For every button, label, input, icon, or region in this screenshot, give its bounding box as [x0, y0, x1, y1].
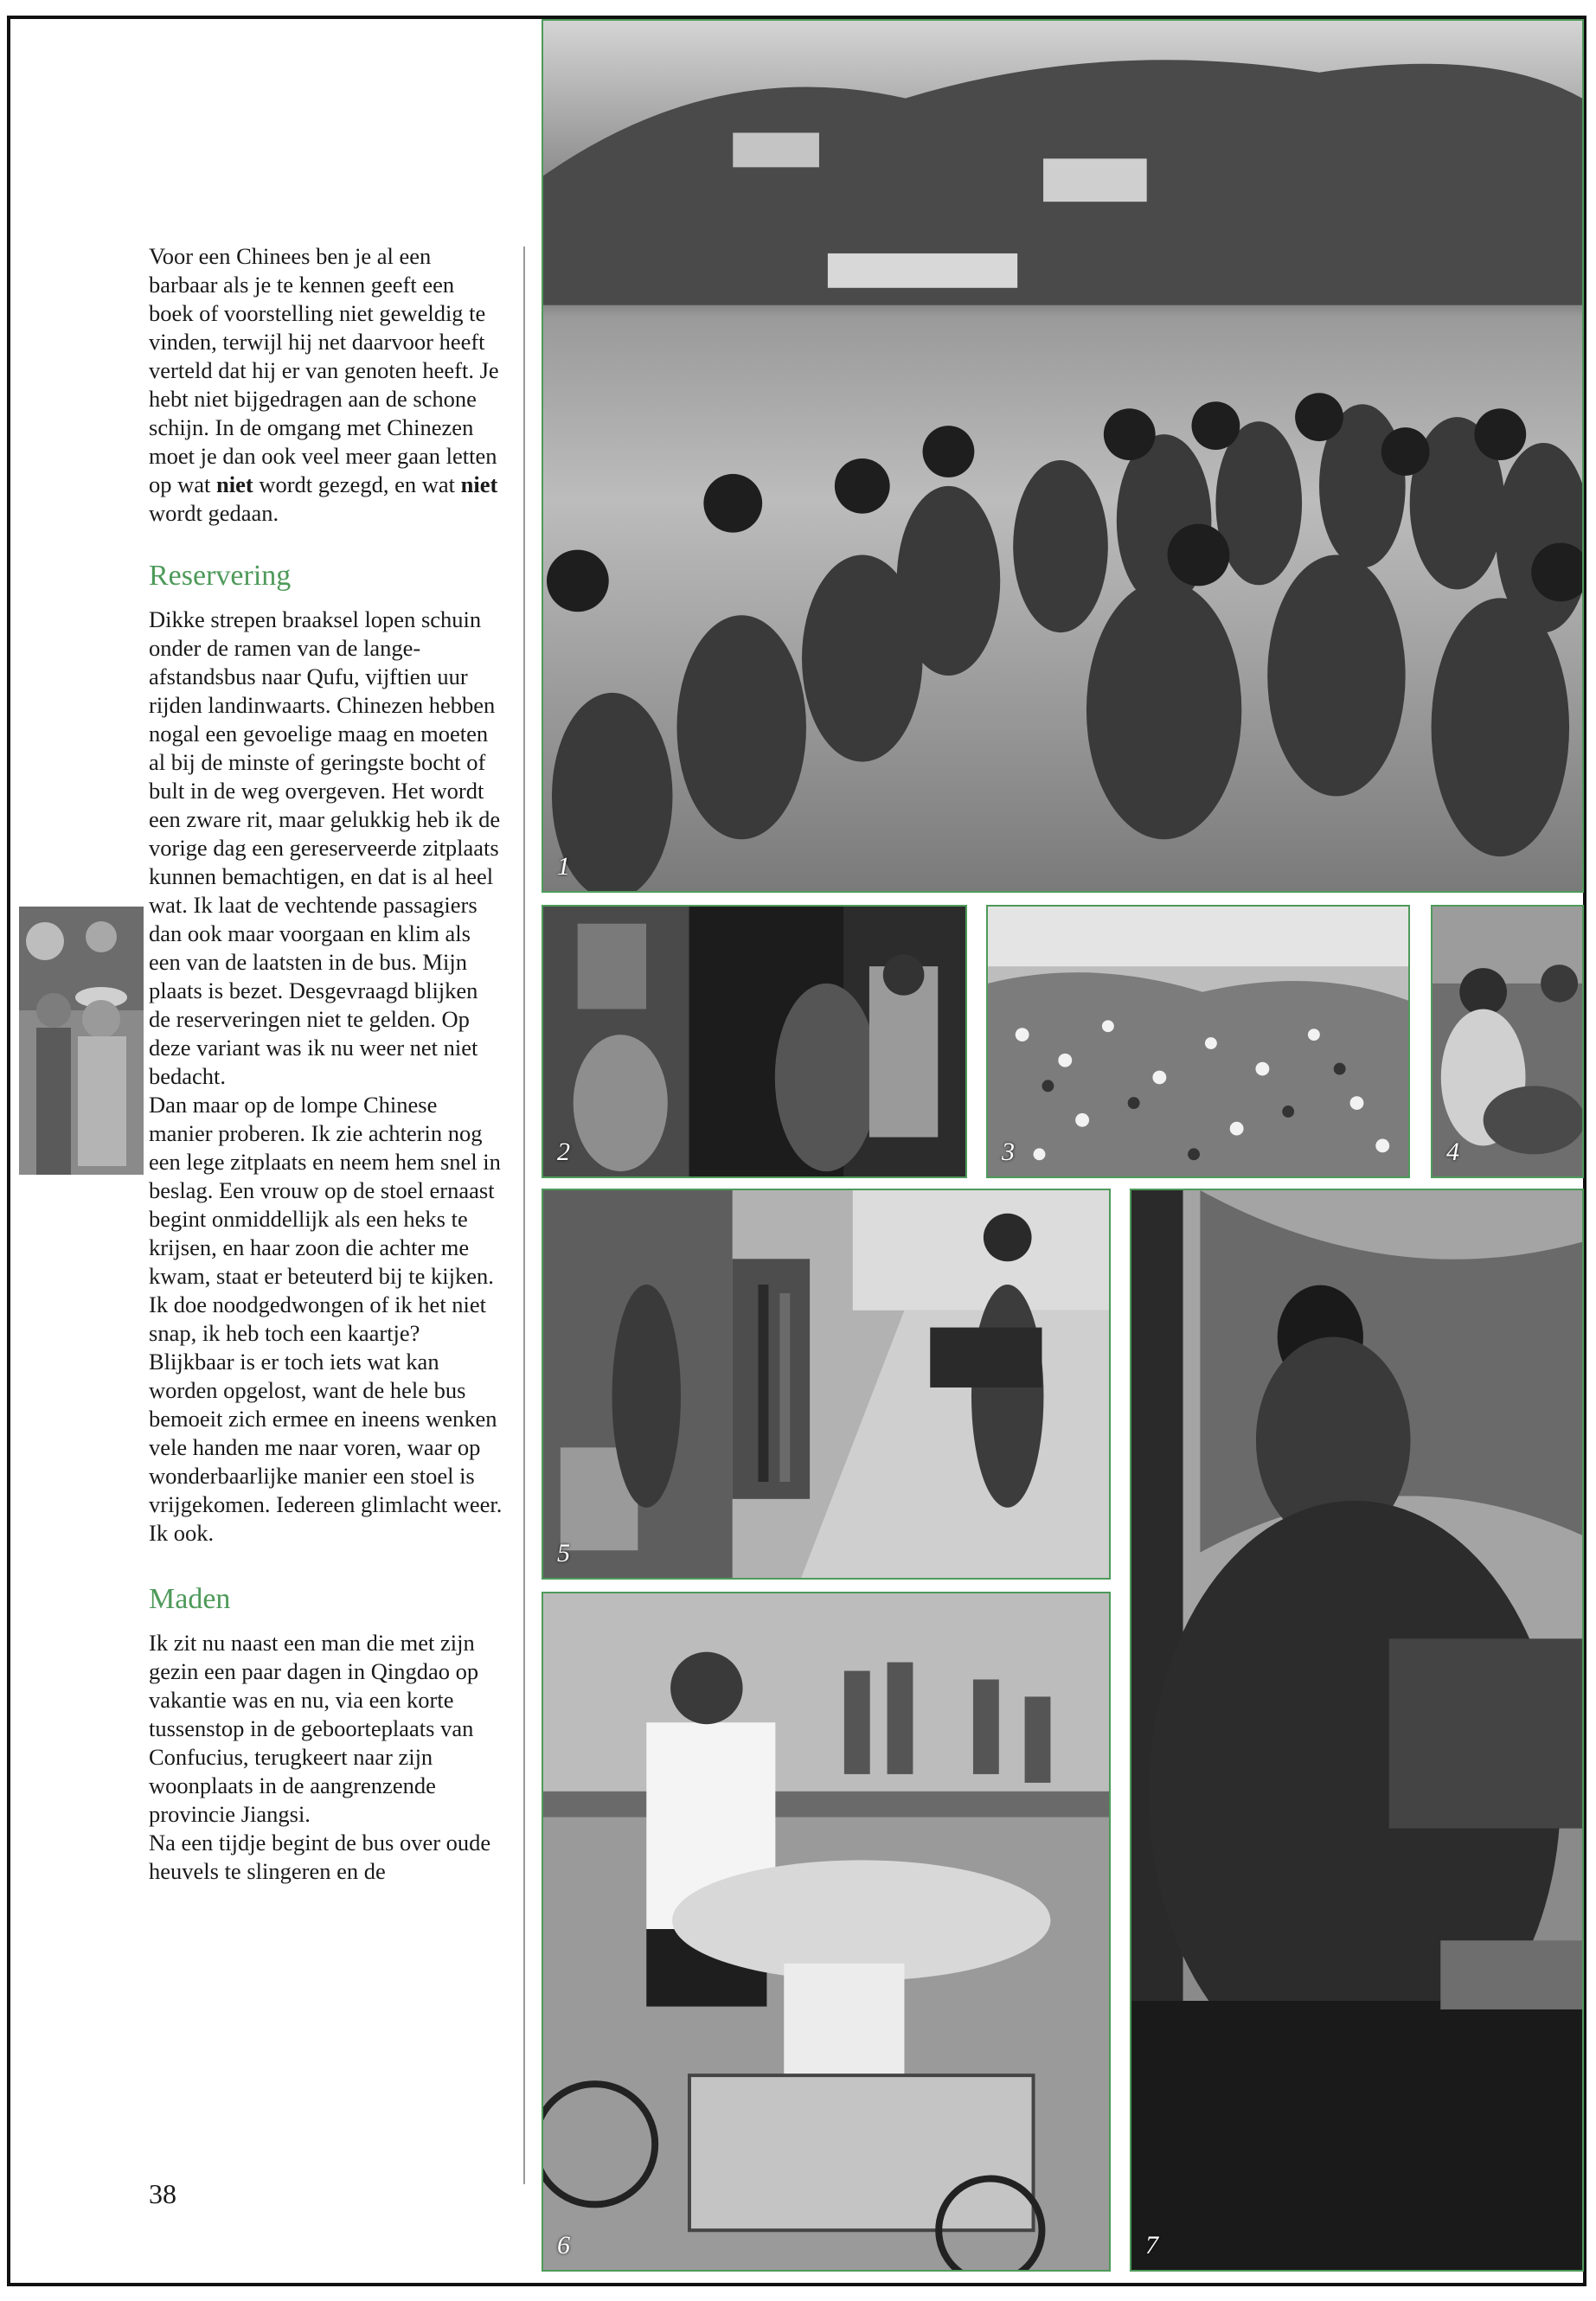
intro-text-run: Voor een Chinees ben je al een barbaar als je te kennen geeft een boek of voorstelling niet geweldig te vinden, terwijl hij net daarvoor heeft verteld dat hij er van genoten heeft. Je hebt niet bijgedragen aan de schone schijn. In de omgang met Chinezen moet je dan ook veel meer gaan letten op wat — [149, 243, 499, 497]
cyclist-photo — [543, 1593, 1109, 2270]
intro-paragraph — [149, 242, 503, 528]
body-paragraph: Dikke strepen braaksel lopen schuin onder de ramen van de lange-afstandsbus naar Qufu, vijftien uur rijden landinwaarts. Chinezen hebben nogal een gevoelige maag en moeten al bij de minste of geringste bocht of bult in de weg overgeven. Het wordt een zware rit, maar gelukkig heb ik de vorige dag een gereserveerde zitplaats kunnen bemachtigen, en dat is al heel wat. Ik laat de vechtende passagiers dan ook maar voorgaan en klim als een van de laatsten in de bus. Mijn plaats is bezet. Desgevraagd blijken de reserveringen niet te gelden. Op deze variant was ik nu weer net niet bedacht. — [149, 606, 501, 1089]
column-divider — [523, 247, 525, 2184]
photo-number: 3 — [1002, 1138, 1015, 1166]
seated-man-photo — [1131, 1190, 1582, 2270]
page-number: 38 — [149, 2178, 176, 2209]
photo-number: 2 — [557, 1138, 570, 1166]
photo-7 — [1130, 1189, 1584, 2272]
article-text — [149, 242, 503, 1886]
beach-exercise-photo — [543, 21, 1582, 891]
section-heading: Reservering — [149, 560, 292, 592]
emphasis-text: niet — [216, 471, 253, 497]
photo-3 — [986, 905, 1410, 1178]
emphasis-text: niet — [460, 471, 498, 497]
photo-4 — [1431, 905, 1584, 1178]
photo-number: 1 — [557, 852, 570, 881]
photo-6 — [542, 1592, 1111, 2272]
photo-5 — [542, 1189, 1111, 1580]
photo-number: 4 — [1446, 1138, 1459, 1166]
photo-number: 6 — [557, 2231, 570, 2259]
portrait-thumbnail — [19, 907, 144, 1175]
clothes-rack-photo — [543, 1190, 1109, 1578]
body-paragraph: Dan maar op de lompe Chinese manier proberen. Ik zie achterin nog een lege zitplaats en neem hem snel in beslag. Een vrouw op de stoel ernaast begint onmiddellijk als een heks te krijsen, en haar zoon die achter me kwam, staat er beteuterd bij te kijken. Ik doe noodgedwongen of ik het niet snap, ik heb toch een kaartje? Blijkbaar is er toch iets wat kan worden opgelost, want de hele bus bemoeit zich ermee en ineens wenken vele handen me naar voren, waar op wonderbaarlijke manier een stoel is vrijgekomen. Iedereen glimlacht weer. Ik ook. — [149, 1092, 503, 1546]
photo-2 — [542, 905, 967, 1178]
photo-number: 7 — [1145, 2231, 1158, 2259]
section-heading: Maden — [149, 1583, 231, 1615]
body-paragraph: Na een tijdje begint de bus over oude heuvels te slingeren en de — [149, 1830, 491, 1884]
market-stall-photo — [543, 907, 965, 1176]
vendor-photo — [1433, 907, 1582, 1176]
portrait-thumbnail-image — [19, 907, 144, 1175]
intro-text-run: wordt gedaan. — [149, 500, 279, 526]
photo-number: 5 — [557, 1539, 570, 1567]
intro-text-run: wordt gezegd, en wat — [253, 471, 461, 497]
body-paragraph: Ik zit nu naast een man die met zijn gezin een paar dagen in Qingdao op vakantie was en nu, via een korte tussenstop in de geboorteplaats van Confucius, terugkeert naar zijn woonplaats in de aangrenzende provincie Jiangsi. — [149, 1630, 479, 1827]
photo-1 — [542, 19, 1584, 893]
article-sections — [149, 559, 503, 1886]
crowd-shore-photo — [988, 907, 1408, 1176]
